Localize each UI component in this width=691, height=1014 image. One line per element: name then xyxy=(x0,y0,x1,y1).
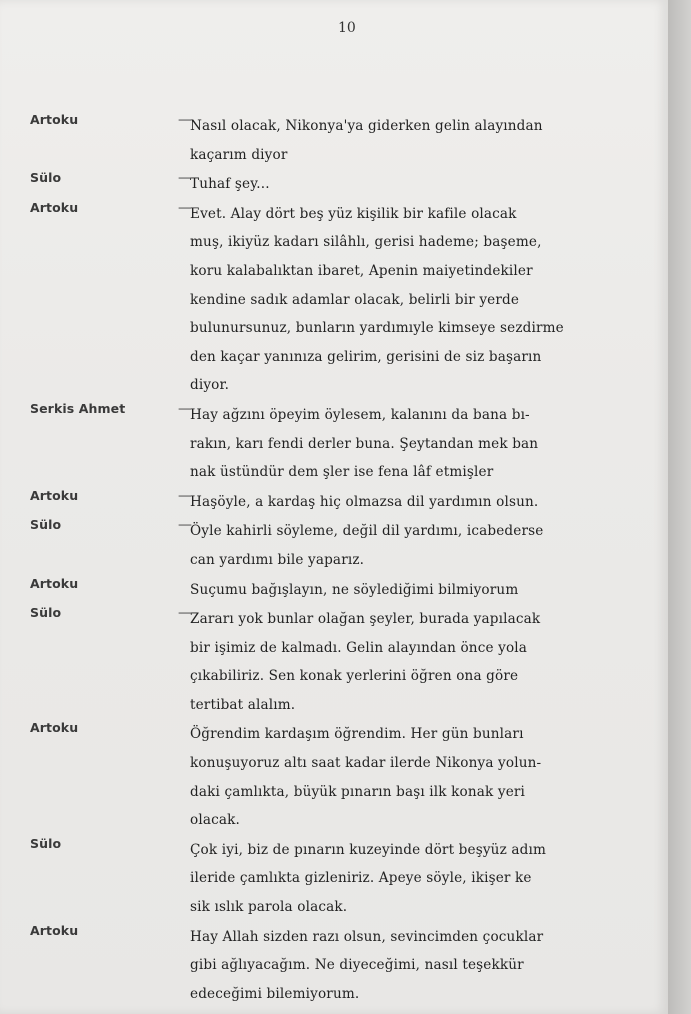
text-line: bir işimiz de kalmadı. Gelin alayından önce yola xyxy=(190,639,528,656)
speech-text xyxy=(190,200,640,400)
speaker-name: Sülo xyxy=(30,517,62,533)
text-line: Haşöyle, a kardaş hiç olmazsa dil yardımın olsun. xyxy=(190,493,539,510)
speech-text xyxy=(190,170,640,199)
text-line: Hay ağzını öpeyim öylesem, kalanını da bana bı- xyxy=(190,406,530,423)
page-number: 10 xyxy=(338,20,356,36)
speaker-name: Artoku xyxy=(30,922,79,938)
dialogue-turn xyxy=(30,200,640,400)
text-line: daki çamlıkta, büyük pınarın başı ilk konak yeri xyxy=(190,783,526,800)
speech-text xyxy=(190,720,640,834)
speaker-name: Sülo xyxy=(30,170,62,186)
speech-text xyxy=(190,112,640,169)
text-line: ileride çamlıkta gizleniriz. Apeye söyle, ikişer ke xyxy=(190,870,532,887)
text-line: nak üstündür dem şler ise fena lâf etmişler xyxy=(190,464,494,481)
text-line: olacak. xyxy=(190,812,240,829)
dialogue-turn xyxy=(30,517,640,574)
dialogue-dash: — xyxy=(178,400,192,417)
text-line: diyor. xyxy=(190,377,230,394)
text-line: Evet. Alay dört beş yüz kişilik bir kafile olacak xyxy=(190,205,517,222)
speaker-name: Artoku xyxy=(30,575,79,591)
dialogue-turn xyxy=(30,401,640,487)
text-line: konuşuyoruz altı saat kadar ilerde Nikonya yolun- xyxy=(190,755,542,772)
speaker-name: Serkis Ahmet xyxy=(30,400,126,416)
text-line: Tuhaf şey... xyxy=(190,176,270,193)
dialogue-dash: — xyxy=(178,170,192,187)
text-line: den kaçar yanınıza gelirim, gerisini de siz başarın xyxy=(190,348,542,365)
text-line: bulunursunuz, bunların yardımıyle kimseye sezdirme xyxy=(190,320,564,337)
speaker-name: Artoku xyxy=(30,720,79,736)
page-edge xyxy=(668,0,691,1014)
speaker-name: Artoku xyxy=(30,199,79,215)
dialogue-turn xyxy=(30,488,640,517)
text-line: Öğrendim kardaşım öğrendim. Her gün bunları xyxy=(190,726,524,743)
text-line: tertibat alalım. xyxy=(190,696,296,713)
dialogue-dash: — xyxy=(178,199,192,216)
speech-text xyxy=(190,401,640,487)
text-line: muş, ikiyüz kadarı silâhlı, gerisi hademe; başeme, xyxy=(190,234,542,251)
text-line: çıkabiliriz. Sen konak yerlerini öğren ona göre xyxy=(190,668,519,685)
dialogue-text xyxy=(30,112,640,1009)
text-line: rakın, karı fendi derler buna. Şeytandan mek ban xyxy=(190,435,539,452)
dialogue-dash: — xyxy=(178,112,192,128)
speech-text xyxy=(190,488,640,517)
speech-text xyxy=(190,576,640,605)
dialogue-dash: — xyxy=(178,487,192,504)
text-line: Suçumu bağışlayın, ne söylediğimi bilmiyorum xyxy=(190,581,519,598)
speech-text xyxy=(190,836,640,922)
text-line: sik ıslık parola olacak. xyxy=(190,899,348,916)
speech-text xyxy=(190,605,640,719)
dialogue-dash: — xyxy=(178,517,192,534)
dialogue-turn xyxy=(30,836,640,922)
speaker-name: Artoku xyxy=(30,112,79,127)
dialogue-turn xyxy=(30,605,640,719)
speech-text xyxy=(190,923,640,1009)
dialogue-turn xyxy=(30,576,640,605)
speaker-name: Sülo xyxy=(30,835,62,851)
speech-text xyxy=(190,517,640,574)
text-line: edeceğimi bilemiyorum. xyxy=(190,985,360,1002)
speaker-name: Artoku xyxy=(30,487,79,503)
dialogue-turn xyxy=(30,720,640,834)
text-line: Nasıl olacak, Nikonya'ya giderken gelin alayından xyxy=(190,118,543,134)
text-line: Hay Allah sizden razı olsun, sevincimden çocuklar xyxy=(190,928,544,945)
text-line: koru kalabalıktan ibaret, Apenin maiyetindekiler xyxy=(190,262,533,279)
speaker-name: Sülo xyxy=(30,605,62,621)
text-line: can yardımı bile yaparız. xyxy=(190,551,365,568)
dialogue-turn xyxy=(30,170,640,199)
text-line: kaçarım diyor xyxy=(190,146,288,163)
text-line: Öyle kahirli söyleme, değil dil yardımı, icabederse xyxy=(190,523,544,540)
text-line: Zararı yok bunlar olağan şeyler, burada yapılacak xyxy=(190,611,541,628)
dialogue-turn xyxy=(30,923,640,1009)
dialogue-dash: — xyxy=(178,605,192,622)
text-line: gibi ağlıyacağım. Ne diyeceğimi, nasıl teşekkür xyxy=(190,957,524,974)
dialogue-turn xyxy=(30,112,640,169)
text-line: kendine sadık adamlar olacak, belirli bir yerde xyxy=(190,291,520,308)
text-line: Çok iyi, biz de pınarın kuzeyinde dört beşyüz adım xyxy=(190,841,546,858)
